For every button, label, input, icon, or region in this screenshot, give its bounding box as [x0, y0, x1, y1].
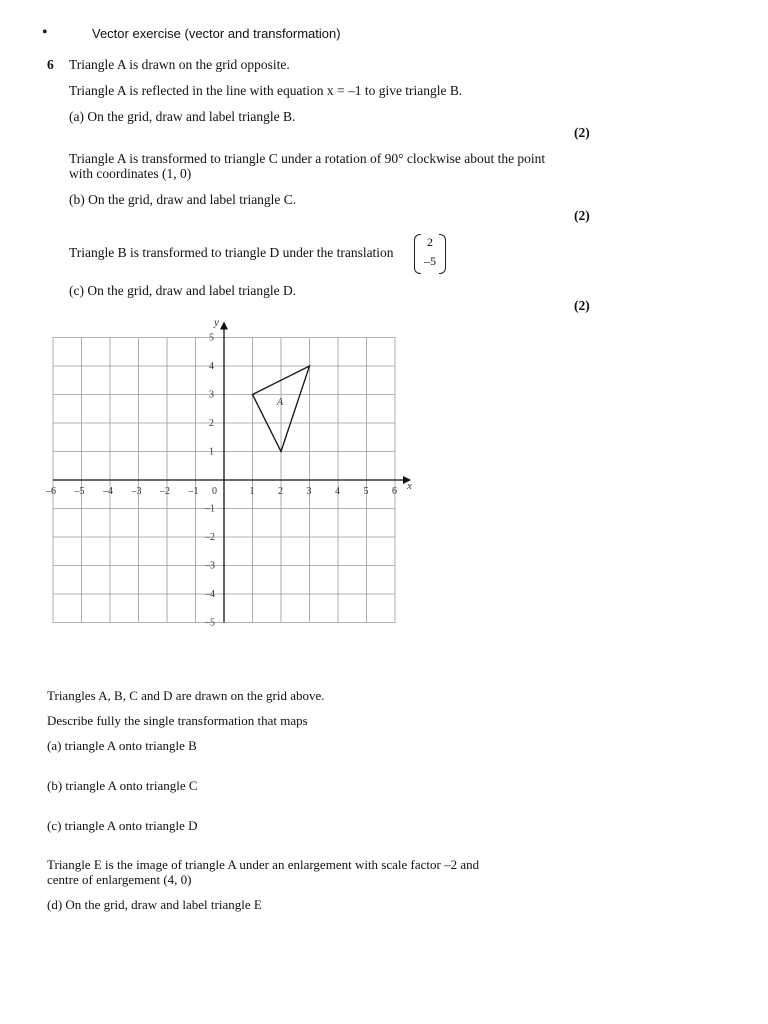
question-number: 6 [47, 57, 54, 72]
translation-text: Triangle B is transformed to triangle D under the translation [69, 245, 394, 260]
x-tick-label: 1 [249, 486, 255, 497]
y-tick-label: –2 [205, 532, 215, 543]
mark-b: (2) [574, 208, 590, 223]
translation-vector [414, 234, 446, 272]
reflection-text: Triangle A is reflected in the line with equation x = –1 to give triangle B. [69, 83, 463, 98]
x-tick-label: 4 [335, 486, 340, 497]
x-tick-label: 3 [306, 486, 312, 497]
coordinate-grid [0, 316, 430, 629]
followup-a: (a) triangle A onto triangle B [47, 738, 197, 753]
triangle-a-label: A [277, 397, 284, 408]
y-tick-label: 5 [209, 332, 214, 344]
y-tick-label: –5 [205, 617, 215, 629]
y-tick-label: 1 [209, 446, 214, 458]
y-tick-label: 2 [209, 418, 214, 429]
y-axis-label: y [214, 316, 219, 329]
followup-line1: Triangles A, B, C and D are drawn on the grid above. [47, 688, 325, 703]
question-intro: Triangle A is drawn on the grid opposite. [69, 57, 290, 72]
followup-d: (d) On the grid, draw and label triangle E [47, 897, 262, 912]
bullet-icon: • [42, 24, 48, 41]
y-tick-label: –1 [205, 503, 215, 515]
y-tick-label: 3 [209, 389, 214, 401]
x-tick-label: 2 [278, 486, 283, 497]
y-tick-label: 4 [209, 361, 214, 372]
followup-e-line1: Triangle E is the image of triangle A under an enlargement with scale factor –2 and [47, 857, 480, 872]
y-axis-arrow [220, 322, 228, 330]
x-tick-label: 6 [392, 486, 397, 497]
vector-bottom: –5 [424, 254, 436, 268]
x-tick-label: 0 [212, 486, 217, 497]
followup-b: (b) triangle A onto triangle C [47, 778, 198, 793]
rotation-text-line1: Triangle A is transformed to triangle C under a rotation of 90° clockwise about the point [69, 151, 546, 166]
followup-c: (c) triangle A onto triangle D [47, 818, 198, 833]
y-tick-label: –3 [205, 560, 215, 572]
worksheet-title: Vector exercise (vector and transformation) [92, 26, 341, 41]
x-tick-label: –3 [131, 486, 142, 497]
x-tick-label: –5 [74, 486, 85, 497]
x-axis-label: x [407, 480, 412, 492]
mark-a: (2) [574, 125, 590, 140]
vector-top: 2 [427, 235, 433, 249]
x-tick-label: –4 [103, 486, 113, 497]
x-tick-label: –1 [188, 486, 199, 497]
rotation-text-line2: with coordinates (1, 0) [69, 166, 192, 181]
x-tick-label: –2 [160, 486, 170, 497]
followup-e-line2: centre of enlargement (4, 0) [47, 872, 192, 887]
part-c-text: (c) On the grid, draw and label triangle D. [69, 283, 297, 298]
mark-c: (2) [574, 298, 590, 313]
y-tick-label: –4 [205, 589, 215, 600]
x-tick-label: –6 [46, 486, 56, 497]
followup-line2: Describe fully the single transformation that maps [47, 713, 308, 728]
x-tick-label: 5 [363, 486, 369, 497]
part-b-text: (b) On the grid, draw and label triangle C. [69, 192, 297, 207]
part-a-text: (a) On the grid, draw and label triangle B. [69, 109, 296, 124]
